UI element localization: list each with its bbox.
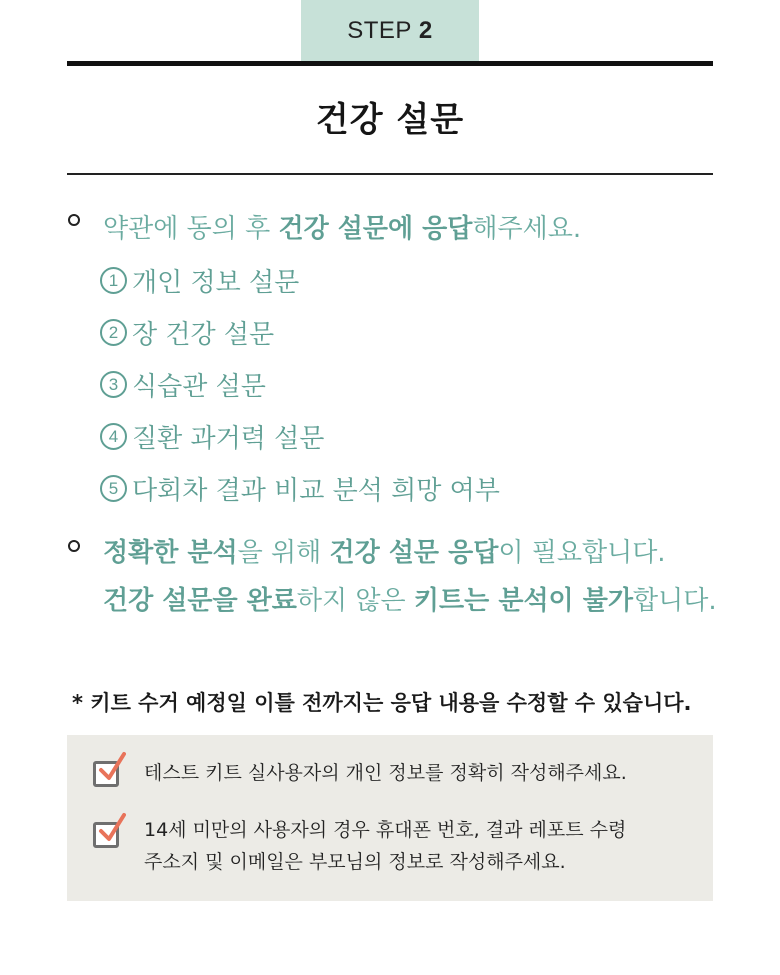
notice-text: 하지 않은 <box>296 586 414 616</box>
notice-text: 을 위해 <box>237 538 330 568</box>
notice-line-2 <box>103 580 717 617</box>
item-label: 질환 과거력 설문 <box>132 424 325 454</box>
item-number: 5 <box>100 475 127 502</box>
intro-part3: 해주세요. <box>472 214 582 244</box>
checkbox-checked-icon <box>93 822 119 848</box>
notice-text: 이 필요합니다. <box>498 538 666 568</box>
survey-item <box>100 470 500 507</box>
notice-bold: 정확한 분석 <box>103 538 238 568</box>
notice-text: 합니다. <box>632 586 717 616</box>
footnote: * 키트 수거 예정일 이틀 전까지는 응답 내용을 수정할 수 있습니다. <box>72 691 692 715</box>
survey-item <box>100 418 324 455</box>
top-rule <box>67 61 713 66</box>
checklist-item-2-line-2: 주소지 및 이메일은 부모님의 정보로 작성해주세요. <box>144 851 566 873</box>
survey-item <box>100 366 266 403</box>
notice-bold: 건강 설문을 완료 <box>103 586 297 616</box>
checklist-item-1: 테스트 키트 실사용자의 개인 정보를 정확히 작성해주세요. <box>144 762 627 784</box>
checkbox-checked-icon <box>93 761 119 787</box>
item-label: 개인 정보 설문 <box>132 268 300 298</box>
title-rule <box>67 173 713 175</box>
circle-bullet-icon <box>68 214 80 226</box>
item-number: 4 <box>100 423 127 450</box>
survey-item <box>100 314 274 351</box>
checklist-box <box>67 735 713 901</box>
notice-line-1 <box>103 532 666 569</box>
intro-text <box>103 208 581 245</box>
item-label: 장 건강 설문 <box>132 320 275 350</box>
circle-bullet-icon <box>68 540 80 552</box>
notice-bold: 건강 설문 응답 <box>329 538 499 568</box>
intro-part2: 건강 설문에 응답 <box>278 214 473 244</box>
intro-part1: 약관에 동의 후 <box>103 214 279 244</box>
checklist-item-2-line-1: 14세 미만의 사용자의 경우 휴대폰 번호, 결과 레포트 수령 <box>144 819 627 841</box>
step-label: STEP <box>347 17 412 44</box>
item-label: 식습관 설문 <box>132 372 266 402</box>
survey-item <box>100 262 299 299</box>
item-number: 2 <box>100 319 127 346</box>
item-number: 1 <box>100 267 127 294</box>
page-title: 건강 설문 <box>315 100 465 140</box>
notice-bold: 키트는 분석이 불가 <box>413 586 633 616</box>
item-number: 3 <box>100 371 127 398</box>
item-label: 다회차 결과 비교 분석 희망 여부 <box>132 476 500 506</box>
step-badge <box>301 0 479 62</box>
step-number: 2 <box>418 17 433 44</box>
